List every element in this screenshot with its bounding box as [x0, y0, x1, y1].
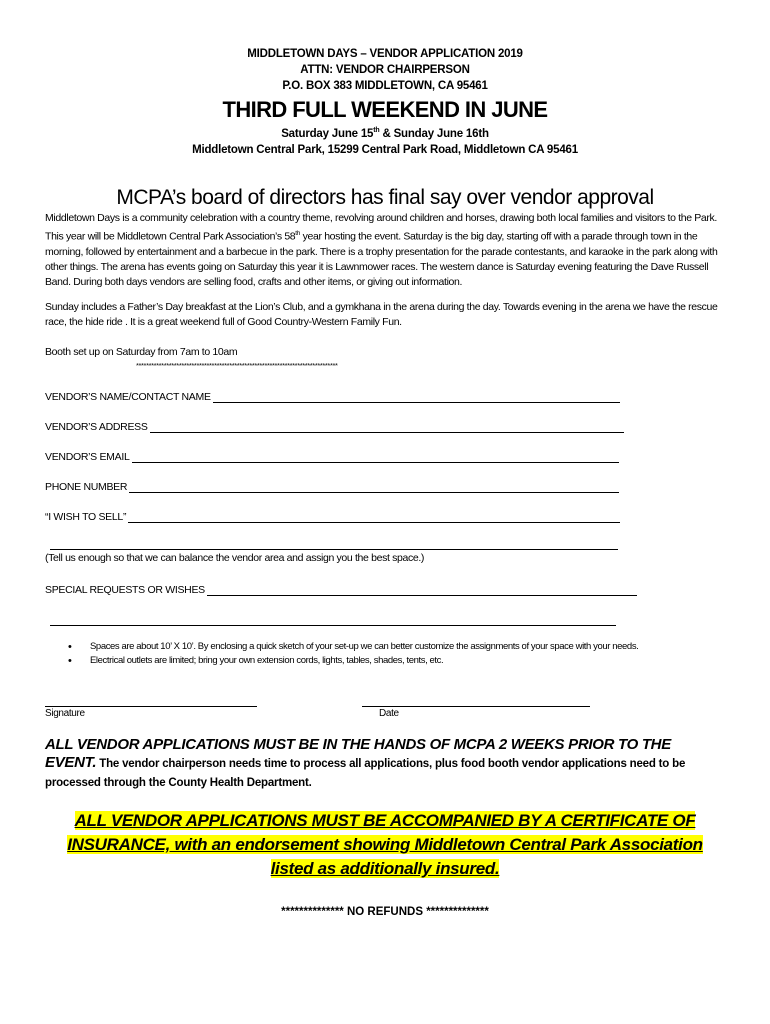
- tell-us-note: (Tell us enough so that we can balance the vendor area and assign you the best space.): [45, 552, 425, 564]
- insurance-notice: [45, 809, 725, 881]
- setup-time: Booth set up on Saturday from 7am to 10am: [45, 346, 238, 358]
- stars-divider: ********************************************************************************: [136, 361, 338, 370]
- event-location: Middletown Central Park, 15299 Central Park Road, Middletown CA 95461: [192, 144, 578, 156]
- page-title: THIRD FULL WEEKEND IN JUNE: [222, 97, 548, 122]
- vendor-name-field[interactable]: [45, 389, 620, 403]
- event-dates: Saturday June 15th & Sunday June 16th: [281, 127, 489, 140]
- vendor-address-field[interactable]: [45, 419, 624, 433]
- no-refunds: ************** NO REFUNDS **************: [281, 906, 489, 918]
- wish-to-sell-continuation-line[interactable]: [50, 549, 618, 550]
- vendor-address-label: VENDOR’S ADDRESS: [45, 421, 148, 433]
- insurance-line-1: ALL VENDOR APPLICATIONS MUST BE ACCOMPANIED BY A CERTIFICATE OF: [74, 811, 696, 830]
- board-heading: MCPA’s board of directors has final say over vendor approval: [116, 186, 654, 209]
- date-label: Date: [379, 708, 399, 719]
- wish-to-sell-field[interactable]: [45, 509, 620, 523]
- phone-number-field[interactable]: [45, 479, 619, 493]
- signature-line[interactable]: [45, 706, 257, 707]
- vendor-email-label: VENDOR’S EMAIL: [45, 451, 130, 463]
- vendor-email-field[interactable]: [45, 449, 619, 463]
- insurance-line-3: listed as additionally insured.: [270, 859, 500, 878]
- signature-label: Signature: [45, 708, 85, 719]
- date-line[interactable]: [362, 706, 590, 707]
- header-line-3: P.O. BOX 383 MIDDLETOWN, CA 95461: [282, 80, 488, 92]
- insurance-line-2: INSURANCE, with an endorsement showing Middletown Central Park Association: [67, 835, 703, 854]
- bullet-list: [68, 640, 728, 668]
- intro-paragraph: Middletown Days is a community celebration with a country theme, revolving around children and horses, drawing both local families and visitors to the Park. This year will be Middletown Central Park Association’s 58th year hosting the event. Saturday is the big day, starting off with a parade through town in the morning, followed by entertainment and a barbecue in the park. There is a trophy presentation for the parade contestants, and karaoke in the park along with other things. The arena has events going on Saturday this year it is Lawnmower races. The western dance is Saturday evening featuring the Dave Russell Band. During both days vendors are selling food, crafts and other items, or giving out information.: [45, 212, 718, 288]
- header-line-1: MIDDLETOWN DAYS – VENDOR APPLICATION 2019: [247, 48, 523, 60]
- special-requests-field[interactable]: [45, 582, 637, 596]
- bullet-item: • Spaces are about 10’ X 10’. By enclosing a quick sketch of your set-up we can better customize the assignments of your space with your needs.: [68, 640, 728, 654]
- bullet-item: • Electrical outlets are limited; bring your own extension cords, lights, tables, shades, tents, etc.: [68, 654, 728, 668]
- deadline-details: The vendor chairperson needs time to process all applications, plus food booth vendor applications need to be processed through the County Health Department.: [45, 758, 686, 789]
- deadline-emphasis: ALL VENDOR APPLICATIONS MUST BE IN THE HANDS OF MCPA 2 WEEKS PRIOR TO THE EVENT.: [45, 736, 671, 771]
- vendor-name-label: VENDOR’S NAME/CONTACT NAME: [45, 391, 211, 403]
- header-line-2: ATTN: VENDOR CHAIRPERSON: [300, 64, 470, 76]
- sunday-paragraph: Sunday includes a Father’s Day breakfast at the Lion’s Club, and a gymkhana in the arena during the day. Towards evening in the arena we have the rescue race, the hide ride . It is a great weekend full of Good Country-Western Family Fun.: [45, 301, 718, 328]
- phone-number-label: PHONE NUMBER: [45, 481, 128, 493]
- deadline-notice: [45, 736, 725, 792]
- special-requests-continuation-line[interactable]: [50, 625, 616, 626]
- special-requests-label: SPECIAL REQUESTS OR WISHES: [45, 584, 205, 596]
- wish-to-sell-label: “I WISH TO SELL”: [45, 511, 127, 523]
